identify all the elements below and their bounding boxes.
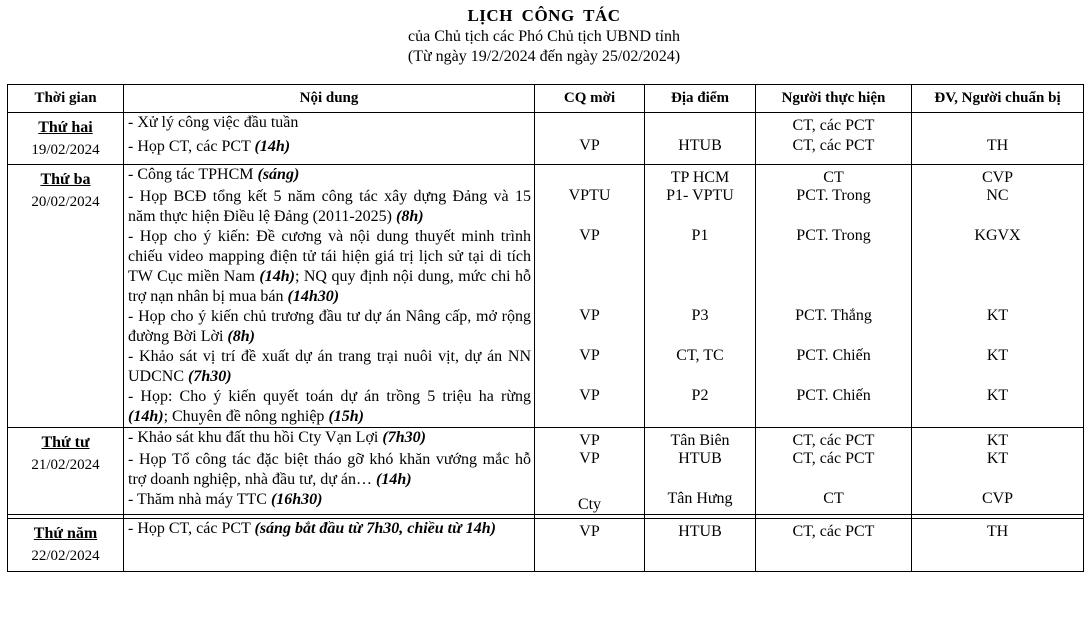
date-range: (Từ ngày 19/2/2024 đến ngày 25/02/2024) (407, 48, 681, 65)
performer: PCT. Chiến (756, 347, 912, 387)
inviter: VP (535, 519, 645, 572)
preparer: CVP (912, 490, 1084, 515)
col-header-time: Thời gian (8, 85, 124, 113)
table-row (8, 137, 1084, 161)
performer: CT (756, 490, 912, 515)
preparer: TH (912, 137, 1084, 161)
preparer (912, 113, 1084, 138)
location: TP HCM (645, 165, 756, 188)
table-row (8, 307, 1084, 347)
document-subtitle: của Chủ tịch các Phó Chủ tịch UBND tỉnh (408, 28, 680, 45)
day-date: 19/02/2024 (31, 142, 100, 158)
location: HTUB (645, 137, 756, 161)
day-cell (8, 428, 124, 515)
schedule-table (7, 84, 1084, 572)
location: CT, TC (645, 347, 756, 387)
day-date: 20/02/2024 (31, 194, 100, 210)
inviter: Cty (535, 490, 645, 515)
location: Tân Hưng (645, 490, 756, 515)
table-row (8, 450, 1084, 490)
performer: CT, các PCT (756, 137, 912, 161)
task-content: - Họp cho ý kiến chủ trương đầu tư dự án Nâng cấp, mở rộng đường Bời Lời (8h) (124, 307, 535, 347)
preparer: KGVX (912, 227, 1084, 307)
day-name: Thứ hai (38, 119, 93, 136)
performer: PCT. Thắng (756, 307, 912, 347)
table-row (8, 428, 1084, 451)
preparer: KT (912, 347, 1084, 387)
table-row (8, 347, 1084, 387)
performer: CT, các PCT (756, 450, 912, 490)
table-row (8, 227, 1084, 307)
location: P1- VPTU (645, 187, 756, 227)
task-content: - Họp Tổ công tác đặc biệt tháo gỡ khó khăn vướng mắc hỗ trợ doanh nghiệp, nhà đầu tư, dự án… (14h) (124, 450, 535, 490)
preparer: NC (912, 187, 1084, 227)
task-content: - Họp cho ý kiến: Đề cương và nội dung thuyết minh trình chiếu video mapping điện tử tái hiện giá trị lịch sử tại di tích TW Cục miền Nam (14h); NQ quy định nội dung, mức chi hỗ trợ nạn nhân bị mua bán (14h30) (124, 227, 535, 307)
col-header-content: Nội dung (124, 85, 535, 113)
preparer: KT (912, 428, 1084, 451)
col-header-preparer: ĐV, Người chuẩn bị (912, 85, 1084, 113)
inviter: VP (535, 227, 645, 307)
day-cell (8, 165, 124, 428)
day-name: Thứ ba (40, 171, 91, 188)
location: P2 (645, 387, 756, 428)
table-row (8, 187, 1084, 227)
header-row (8, 85, 1084, 113)
performer: CT (756, 165, 912, 188)
task-content: - Khảo sát vị trí đề xuất dự án trang trại nuôi vịt, dự án NN UDCNC (7h30) (124, 347, 535, 387)
inviter: VP (535, 450, 645, 490)
inviter (535, 113, 645, 138)
task-content: - Xử lý công việc đầu tuần (124, 113, 535, 138)
inviter: VP (535, 347, 645, 387)
location: P3 (645, 307, 756, 347)
performer: CT, các PCT (756, 113, 912, 138)
table-row (8, 387, 1084, 428)
task-content: - Họp CT, các PCT (14h) (124, 137, 535, 161)
day-name: Thứ năm (33, 525, 98, 542)
table-row (8, 113, 1084, 138)
day-date: 22/02/2024 (31, 548, 100, 564)
preparer: TH (912, 519, 1084, 572)
location (645, 113, 756, 138)
inviter: VP (535, 137, 645, 161)
performer: PCT. Trong (756, 187, 912, 227)
inviter: VP (535, 428, 645, 451)
task-content: - Thăm nhà máy TTC (16h30) (124, 490, 535, 515)
day-date: 21/02/2024 (31, 457, 100, 473)
location: P1 (645, 227, 756, 307)
inviter: VP (535, 307, 645, 347)
inviter: VPTU (535, 187, 645, 227)
task-content: - Họp BCĐ tổng kết 5 năm công tác xây dựng Đảng và 15 năm thực hiện Điều lệ Đảng (2011-2025) (8h) (124, 187, 535, 227)
task-content: - Họp CT, các PCT (sáng bắt đầu từ 7h30, chiều từ 14h) (124, 519, 535, 572)
col-header-location: Địa điểm (645, 85, 756, 113)
document-title: LỊCH CÔNG TÁC (467, 6, 621, 25)
table-row (8, 519, 1084, 572)
preparer: KT (912, 450, 1084, 490)
day-name: Thứ tư (41, 434, 90, 451)
performer: PCT. Chiến (756, 387, 912, 428)
table-row (8, 490, 1084, 515)
task-content: - Họp: Cho ý kiến quyết toán dự án trồng 5 triệu ha rừng (14h); Chuyên đề nông nghiệp (15h) (124, 387, 535, 428)
location: Tân Biên (645, 428, 756, 451)
location: HTUB (645, 519, 756, 572)
location: HTUB (645, 450, 756, 490)
preparer: KT (912, 387, 1084, 428)
inviter (535, 165, 645, 188)
inviter: VP (535, 387, 645, 428)
task-content: - Công tác TPHCM (sáng) (124, 165, 535, 188)
task-content: - Khảo sát khu đất thu hồi Cty Vạn Lợi (7h30) (124, 428, 535, 451)
preparer: KT (912, 307, 1084, 347)
performer: PCT. Trong (756, 227, 912, 307)
day-cell (8, 519, 124, 572)
col-header-inviter: CQ mời (535, 85, 645, 113)
preparer: CVP (912, 165, 1084, 188)
performer: CT, các PCT (756, 519, 912, 572)
col-header-performer: Người thực hiện (756, 85, 912, 113)
day-cell (8, 113, 124, 162)
table-row (8, 165, 1084, 188)
performer: CT, các PCT (756, 428, 912, 451)
